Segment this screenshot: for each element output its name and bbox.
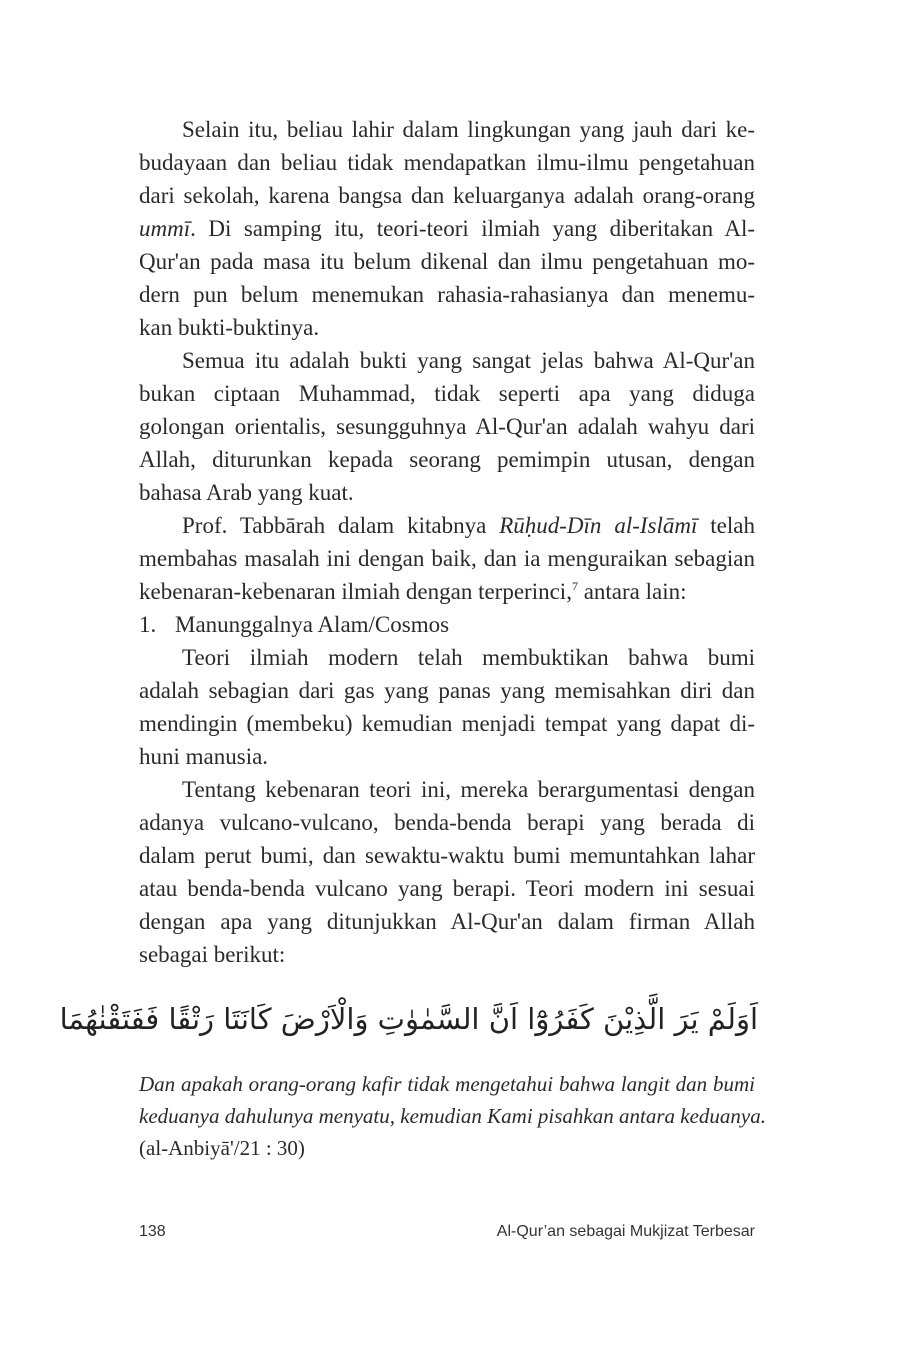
- paragraph-3: [139, 509, 755, 608]
- text-line: [139, 509, 755, 542]
- text-line: adanya vulcano-vulcano, benda-benda berapi yang berada di: [139, 810, 755, 835]
- text-line: huni manusia.: [139, 744, 269, 769]
- text-segment: Prof. Tabbārah dalam kitabnya: [182, 513, 500, 538]
- list-number: 1.: [139, 612, 157, 637]
- running-title: Al-Qur’an sebagai Mukjizat Terbesar: [496, 1223, 755, 1240]
- text-segment: . Di samping itu, teori-teori ilmiah yang diberitakan Al-: [190, 216, 755, 241]
- paragraph-4: [139, 641, 755, 773]
- text-line: Semua itu adalah bukti yang sangat jelas bahwa Al-Qur'an: [182, 348, 755, 373]
- italic-term: ummī: [139, 216, 191, 241]
- text-line: membahas masalah ini dengan baik, dan ia menguraikan sebagian: [139, 546, 755, 571]
- text-line: Tentang kebenaran teori ini, mereka berargumentasi dengan: [182, 777, 755, 802]
- text-line: adalah sebagian dari gas yang panas yang memisahkan diri dan: [139, 678, 755, 703]
- page-footer: [139, 1223, 755, 1247]
- text-line: bahasa Arab yang kuat.: [139, 480, 354, 505]
- page-number: 138: [139, 1223, 166, 1240]
- text-line: Allah, diturunkan kepada seorang pemimpin utusan, dengan: [139, 447, 755, 472]
- paragraph-1: [139, 113, 755, 344]
- text-line: [139, 575, 755, 608]
- quran-verse-arabic: اَوَلَمْ يَرَ الَّذِيْنَ كَفَرُوْٓا اَنَّ السَّمٰوٰتِ وَالْاَرْضَ كَانَتَا رَتْقًا فَفَتَقْنٰهُمَا: [59, 1002, 758, 1036]
- list-label: Manunggalnya Alam/Cosmos: [175, 612, 450, 637]
- paragraph-2: [139, 344, 755, 509]
- text-line: Teori ilmiah modern telah membuktikan bahwa bumi: [182, 645, 755, 670]
- text-line: mendingin (membeku) kemudian menjadi tempat yang dapat di-: [139, 711, 755, 736]
- text-line: dern pun belum menemukan rahasia-rahasianya dan menemu-: [139, 282, 755, 307]
- text-line: dari sekolah, karena bangsa dan keluarganya adalah orang-orang: [139, 183, 755, 208]
- verse-translation: [139, 1068, 766, 1164]
- text-line: Qur'an pada masa itu belum dikenal dan ilmu pengetahuan mo-: [139, 249, 755, 274]
- footnote-marker[interactable]: 7: [571, 579, 578, 593]
- text-segment: antara lain:: [577, 579, 687, 604]
- body-text: [139, 113, 755, 971]
- text-line: Selain itu, beliau lahir dalam lingkungan yang jauh dari ke-: [182, 117, 755, 142]
- text-segment: kebenaran-kebenaran ilmiah dengan terperinci,: [139, 579, 572, 604]
- text-line: dengan apa yang ditunjukkan Al-Qur'an dalam firman Allah: [139, 909, 755, 934]
- text-line: sebagai berikut:: [139, 942, 286, 967]
- book-title: Rūḥud-Dīn al-Islāmī: [499, 513, 698, 538]
- text-line: budayaan dan beliau tidak mendapatkan ilmu-ilmu pengetahuan: [139, 150, 755, 175]
- translation-line: Dan apakah orang-orang kafir tidak mengetahui bahwa langit dan bumi: [139, 1072, 755, 1096]
- text-line: bukan ciptaan Muhammad, tidak seperti apa yang diduga: [139, 381, 755, 406]
- text-line: golongan orientalis, sesungguhnya Al-Qur'an adalah wahyu dari: [139, 414, 755, 439]
- list-item: [139, 608, 755, 641]
- paragraph-5: [139, 773, 755, 971]
- text-line: atau benda-benda vulcano yang berapi. Teori modern ini sesuai: [139, 876, 755, 901]
- text-line: dalam perut bumi, dan sewaktu-waktu bumi memuntahkan lahar: [139, 843, 755, 868]
- text-line: [139, 212, 755, 245]
- translation-line: keduanya dahulunya menyatu, kemudian Kami pisahkan antara keduanya.: [139, 1104, 766, 1128]
- text-line: kan bukti-buktinya.: [139, 315, 320, 340]
- text-segment: telah: [697, 513, 755, 538]
- verse-reference: (al-Anbiyā'/21 : 30): [139, 1136, 305, 1160]
